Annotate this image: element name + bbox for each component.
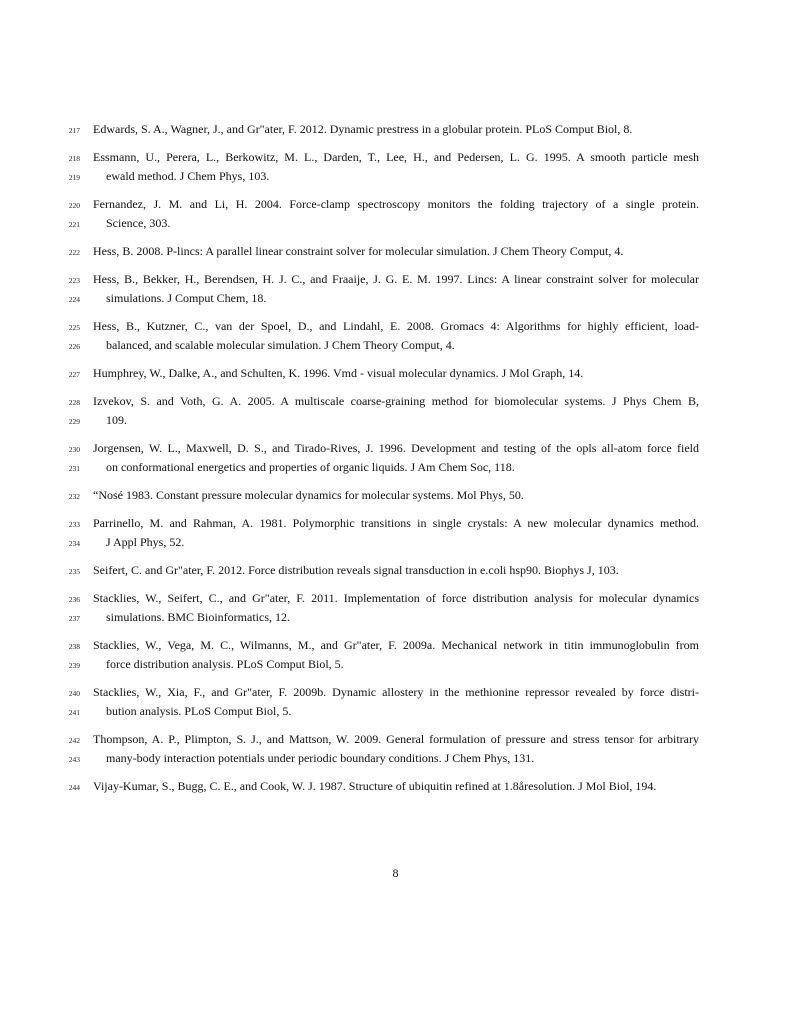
reference-text: Humphrey, W., Dalke, A., and Schulten, K. 1996. Vmd - visual molecular dynamics. J Mol Graph, 14. [93, 366, 584, 380]
line-number: 238 [68, 642, 80, 651]
reference-line [0, 589, 791, 608]
line-number: 227 [68, 370, 80, 379]
reference-line [0, 777, 791, 796]
line-number: 233 [68, 520, 80, 529]
reference-text: Stacklies, W., Vega, M. C., Wilmanns, M., and Gr"ater, F. 2009a. Mechanical network in titin immunoglobulin from [93, 638, 699, 652]
reference-text: Hess, B. 2008. P-lincs: A parallel linear constraint solver for molecular simulation. J Chem Theory Comput, 4. [93, 244, 624, 258]
reference-line [0, 214, 791, 233]
line-number: 239 [68, 661, 80, 670]
reference-entry [0, 242, 791, 261]
line-number: 218 [68, 154, 80, 163]
line-number: 219 [68, 173, 80, 182]
reference-text: Edwards, S. A., Wagner, J., and Gr"ater, F. 2012. Dynamic prestress in a globular protein. PLoS Comput Biol, 8. [93, 122, 633, 136]
reference-entry [0, 439, 791, 477]
reference-entry [0, 514, 791, 552]
line-number: 235 [68, 567, 80, 576]
reference-text: Izvekov, S. and Voth, G. A. 2005. A multiscale coarse-graining method for biomolecular systems. J Phys Chem B, [93, 394, 699, 408]
line-number: 226 [68, 342, 80, 351]
reference-line [0, 636, 791, 655]
reference-text: Hess, B., Bekker, H., Berendsen, H. J. C., and Fraaije, J. G. E. M. 1997. Lincs: A linear constraint solver for molecular [93, 272, 699, 286]
line-number: 222 [68, 248, 80, 257]
reference-line [0, 486, 791, 505]
reference-line [0, 561, 791, 580]
reference-entry [0, 195, 791, 233]
reference-text: Seifert, C. and Gr"ater, F. 2012. Force distribution reveals signal transduction in e.coli hsp90. Biophys J, 103. [93, 563, 619, 577]
reference-entry [0, 636, 791, 674]
reference-line [0, 195, 791, 214]
line-number: 237 [68, 614, 80, 623]
reference-line [0, 533, 791, 552]
reference-line [0, 411, 791, 430]
reference-text: simulations. J Comput Chem, 18. [106, 291, 267, 305]
reference-entry [0, 777, 791, 796]
line-number: 229 [68, 417, 80, 426]
reference-list [0, 120, 791, 805]
line-number: 224 [68, 295, 80, 304]
reference-line [0, 608, 791, 627]
reference-text: force distribution analysis. PLoS Comput Biol, 5. [106, 657, 344, 671]
line-number: 241 [68, 708, 80, 717]
reference-entry [0, 364, 791, 383]
reference-line [0, 336, 791, 355]
reference-entry [0, 120, 791, 139]
reference-line [0, 317, 791, 336]
line-number: 231 [68, 464, 80, 473]
reference-text: Thompson, A. P., Plimpton, S. J., and Mattson, W. 2009. General formulation of pressure and stress tensor for arbitrary [93, 732, 699, 746]
reference-line [0, 514, 791, 533]
reference-line [0, 749, 791, 768]
reference-line [0, 289, 791, 308]
reference-line [0, 702, 791, 721]
reference-line [0, 458, 791, 477]
reference-text: balanced, and scalable molecular simulation. J Chem Theory Comput, 4. [106, 338, 455, 352]
reference-text: bution analysis. PLoS Comput Biol, 5. [106, 704, 292, 718]
reference-text: ewald method. J Chem Phys, 103. [106, 169, 270, 183]
reference-entry [0, 730, 791, 768]
line-number: 234 [68, 539, 80, 548]
reference-line [0, 242, 791, 261]
reference-entry [0, 589, 791, 627]
line-number: 223 [68, 276, 80, 285]
line-number: 243 [68, 755, 80, 764]
reference-line [0, 167, 791, 186]
line-number: 228 [68, 398, 80, 407]
reference-line [0, 655, 791, 674]
reference-text: many-body interaction potentials under periodic boundary conditions. J Chem Phys, 131. [106, 751, 535, 765]
line-number: 230 [68, 445, 80, 454]
reference-text: on conformational energetics and properties of organic liquids. J Am Chem Soc, 118. [106, 460, 515, 474]
line-number: 242 [68, 736, 80, 745]
reference-line [0, 392, 791, 411]
reference-line [0, 120, 791, 139]
reference-text: Jorgensen, W. L., Maxwell, D. S., and Tirado-Rives, J. 1996. Development and testing of the opls all-atom force field [93, 441, 699, 455]
reference-entry [0, 317, 791, 355]
reference-entry [0, 392, 791, 430]
reference-text: Parrinello, M. and Rahman, A. 1981. Polymorphic transitions in single crystals: A new molecular dynamics method. [93, 516, 699, 530]
line-number: 220 [68, 201, 80, 210]
line-number: 217 [68, 126, 80, 135]
reference-text: Stacklies, W., Seifert, C., and Gr"ater, F. 2011. Implementation of force distribution analysis for molecular dynamics [93, 591, 699, 605]
line-number: 244 [68, 783, 80, 792]
reference-text: Stacklies, W., Xia, F., and Gr"ater, F. 2009b. Dynamic allostery in the methionine repressor revealed by force distri- [93, 685, 699, 699]
reference-line [0, 148, 791, 167]
reference-line [0, 683, 791, 702]
reference-text: Vijay-Kumar, S., Bugg, C. E., and Cook, W. J. 1987. Structure of ubiquitin refined at 1.8åresolution. J Mol Biol, 194. [93, 779, 657, 793]
reference-text: 109. [106, 413, 127, 427]
line-number: 225 [68, 323, 80, 332]
reference-line [0, 730, 791, 749]
reference-entry [0, 270, 791, 308]
reference-text: simulations. BMC Bioinformatics, 12. [106, 610, 291, 624]
page-number: 8 [392, 866, 399, 880]
line-number: 240 [68, 689, 80, 698]
reference-text: Fernandez, J. M. and Li, H. 2004. Force-clamp spectroscopy monitors the folding trajectory of a single protein. [93, 197, 699, 211]
reference-text: Science, 303. [106, 216, 171, 230]
reference-line [0, 439, 791, 458]
reference-line [0, 364, 791, 383]
reference-entry [0, 486, 791, 505]
reference-text: “Nosé 1983. Constant pressure molecular dynamics for molecular systems. Mol Phys, 50. [93, 488, 524, 502]
line-number: 236 [68, 595, 80, 604]
reference-entry [0, 683, 791, 721]
reference-text: Hess, B., Kutzner, C., van der Spoel, D., and Lindahl, E. 2008. Gromacs 4: Algorithms for highly efficient, load- [93, 319, 699, 333]
reference-entry [0, 561, 791, 580]
reference-line [0, 270, 791, 289]
line-number: 221 [68, 220, 80, 229]
reference-entry [0, 148, 791, 186]
reference-text: Essmann, U., Perera, L., Berkowitz, M. L., Darden, T., Lee, H., and Pedersen, L. G. 1995. A smooth particle mesh [93, 150, 699, 164]
reference-text: J Appl Phys, 52. [106, 535, 185, 549]
line-number: 232 [68, 492, 80, 501]
